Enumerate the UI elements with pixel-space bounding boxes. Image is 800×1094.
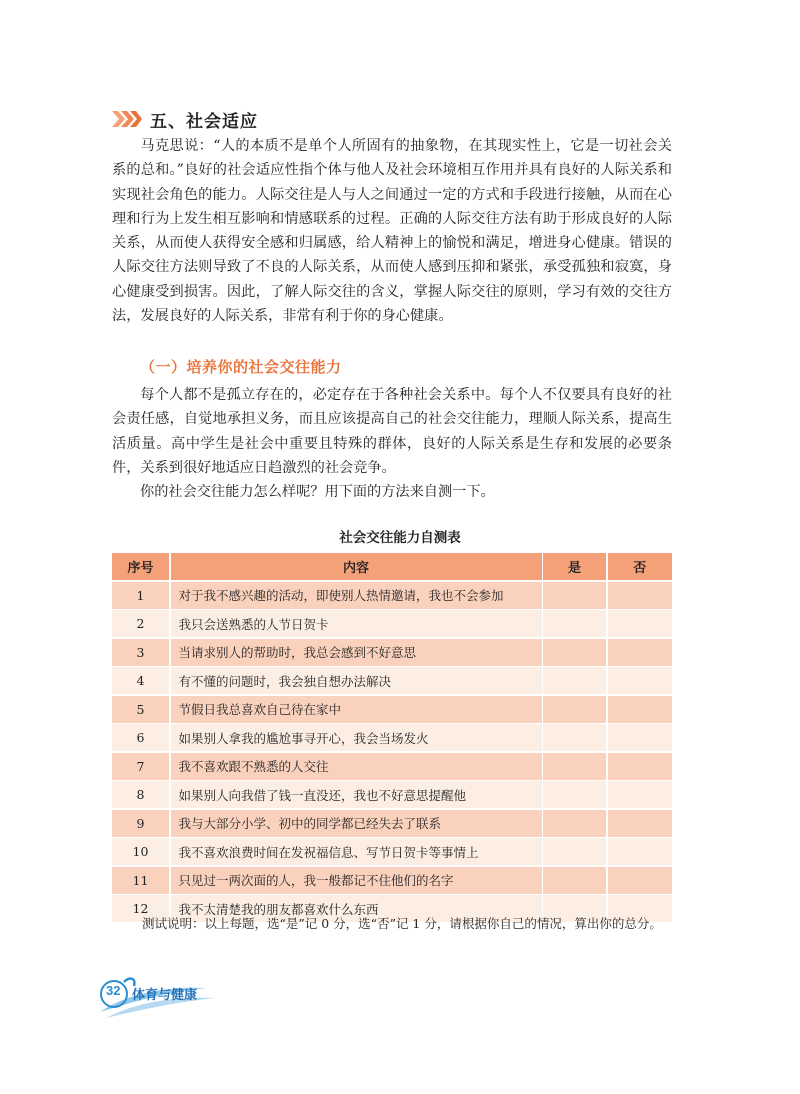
subsection-paragraph-2 [112,480,672,504]
table-row [112,810,672,837]
subsection-title: （一）培养你的社会交往能力 [140,358,342,376]
row-no-cell[interactable] [608,724,673,751]
table-row [112,867,672,894]
subsection-paragraph-1 [112,383,672,480]
row-yes-cell[interactable] [543,639,606,666]
row-no-cell[interactable] [608,838,673,865]
row-yes-cell[interactable] [543,838,606,865]
row-content: 有不懂的问题时，我会独自想办法解决 [171,667,542,694]
row-no-cell[interactable] [608,867,673,894]
header-yes: 是 [543,553,606,580]
row-content: 如果别人拿我的尴尬事寻开心，我会当场发火 [171,724,542,751]
header-no-answer: 否 [608,553,673,580]
row-yes-cell[interactable] [543,781,606,808]
row-content: 我不太清楚我的朋友都喜欢什么东西 [171,895,542,922]
test-note: 测试说明：以上每题，选“是”记 0 分，选“否”记 1 分，请根据你自己的情况，算出你的总分。 [142,916,662,931]
row-no-cell[interactable] [608,753,673,780]
table-row [112,667,672,694]
row-number: 3 [112,639,169,666]
row-yes-cell[interactable] [543,610,606,637]
row-no-cell[interactable] [608,810,673,837]
row-number: 11 [112,867,169,894]
row-no-cell[interactable] [608,781,673,808]
row-number: 6 [112,724,169,751]
section-title: 五、社会适应 [150,111,258,132]
row-yes-cell[interactable] [543,667,606,694]
row-no-cell[interactable] [608,610,673,637]
table-row [112,582,672,609]
row-content: 我不喜欢跟不熟悉的人交往 [171,753,542,780]
row-yes-cell[interactable] [543,724,606,751]
row-number: 12 [112,895,169,922]
table-row [112,639,672,666]
row-content: 对于我不感兴趣的活动，即使别人热情邀请，我也不会参加 [171,582,542,609]
row-yes-cell[interactable] [543,753,606,780]
row-yes-cell[interactable] [543,696,606,723]
subsection-paragraph-2-text: 你的社会交往能力怎么样呢？用下面的方法来自测一下。 [140,484,495,500]
self-test-table [112,553,672,924]
row-yes-cell[interactable] [543,582,606,609]
row-number: 10 [112,838,169,865]
book-title: 体育与健康 [132,988,198,1003]
row-number: 1 [112,582,169,609]
table-row [112,610,672,637]
chevron-double-icon [112,111,142,127]
row-content: 如果别人向我借了钱一直没还，我也不好意思提醒他 [171,781,542,808]
table-row [112,724,672,751]
row-content: 当请求别人的帮助时，我总会感到不好意思 [171,639,542,666]
table-header-row [112,553,672,580]
row-no-cell[interactable] [608,667,673,694]
row-no-cell[interactable] [608,639,673,666]
header-no: 序号 [112,553,169,580]
row-no-cell[interactable] [608,582,673,609]
table-row [112,838,672,865]
intro-paragraph-text: 马克思说：“人的本质不是单个人所固有的抽象物，在其现实性上，它是一切社会关系的总和。”良好的社会适应性指个体与他人及社会环境相互作用并具有良好的人际关系和实现社会角色的能力。人际交往是人与人之间通过一定的方式和手段进行接触，从而在心理和行为上发生相互影响和情感联系的过程。正确的人际交往方法有助于形成良好的人际关系，从而使人获得安全感和归属感，给人精神上的愉悦和满足，增进身心健康。错误的人际交往方法则导致了不良的人际关系，从而使人感到压抑和紧张，承受孤独和寂寞，身心健康受到损害。因此，了解人际交往的含义，掌握人际交往的原则，学习有效的交往方法，发展良好的人际关系，非常有利于你的身心健康。 [112,138,672,325]
page-number: 32 [106,983,121,998]
row-number: 5 [112,696,169,723]
table-row [112,781,672,808]
row-content: 节假日我总喜欢自己待在家中 [171,696,542,723]
row-yes-cell[interactable] [543,810,606,837]
row-content: 只见过一两次面的人，我一般都记不住他们的名字 [171,867,542,894]
row-content: 我只会送熟悉的人节日贺卡 [171,610,542,637]
table-row [112,696,672,723]
intro-paragraph [112,134,672,328]
row-yes-cell[interactable] [543,867,606,894]
table-title: 社会交往能力自测表 [339,530,461,546]
table-row [112,753,672,780]
header-content: 内容 [171,553,542,580]
row-content: 我与大部分小学、初中的同学都已经失去了联系 [171,810,542,837]
row-number: 2 [112,610,169,637]
row-number: 4 [112,667,169,694]
section-heading [112,104,258,134]
row-number: 7 [112,753,169,780]
subsection-paragraph-1-text: 每个人都不是孤立存在的，必定存在于各种社会关系中。每个人不仅要具有良好的社会责任感，自觉地承担义务，而且应该提高自己的社会交往能力，理顺人际关系，提高生活质量。高中学生是社会中重要且特殊的群体，良好的人际关系是生存和发展的必要条件，关系到很好地适应日趋激烈的社会竞争。 [112,387,672,476]
row-number: 9 [112,810,169,837]
row-no-cell[interactable] [608,696,673,723]
row-number: 8 [112,781,169,808]
row-content: 我不喜欢浪费时间在发祝福信息、写节日贺卡等事情上 [171,838,542,865]
